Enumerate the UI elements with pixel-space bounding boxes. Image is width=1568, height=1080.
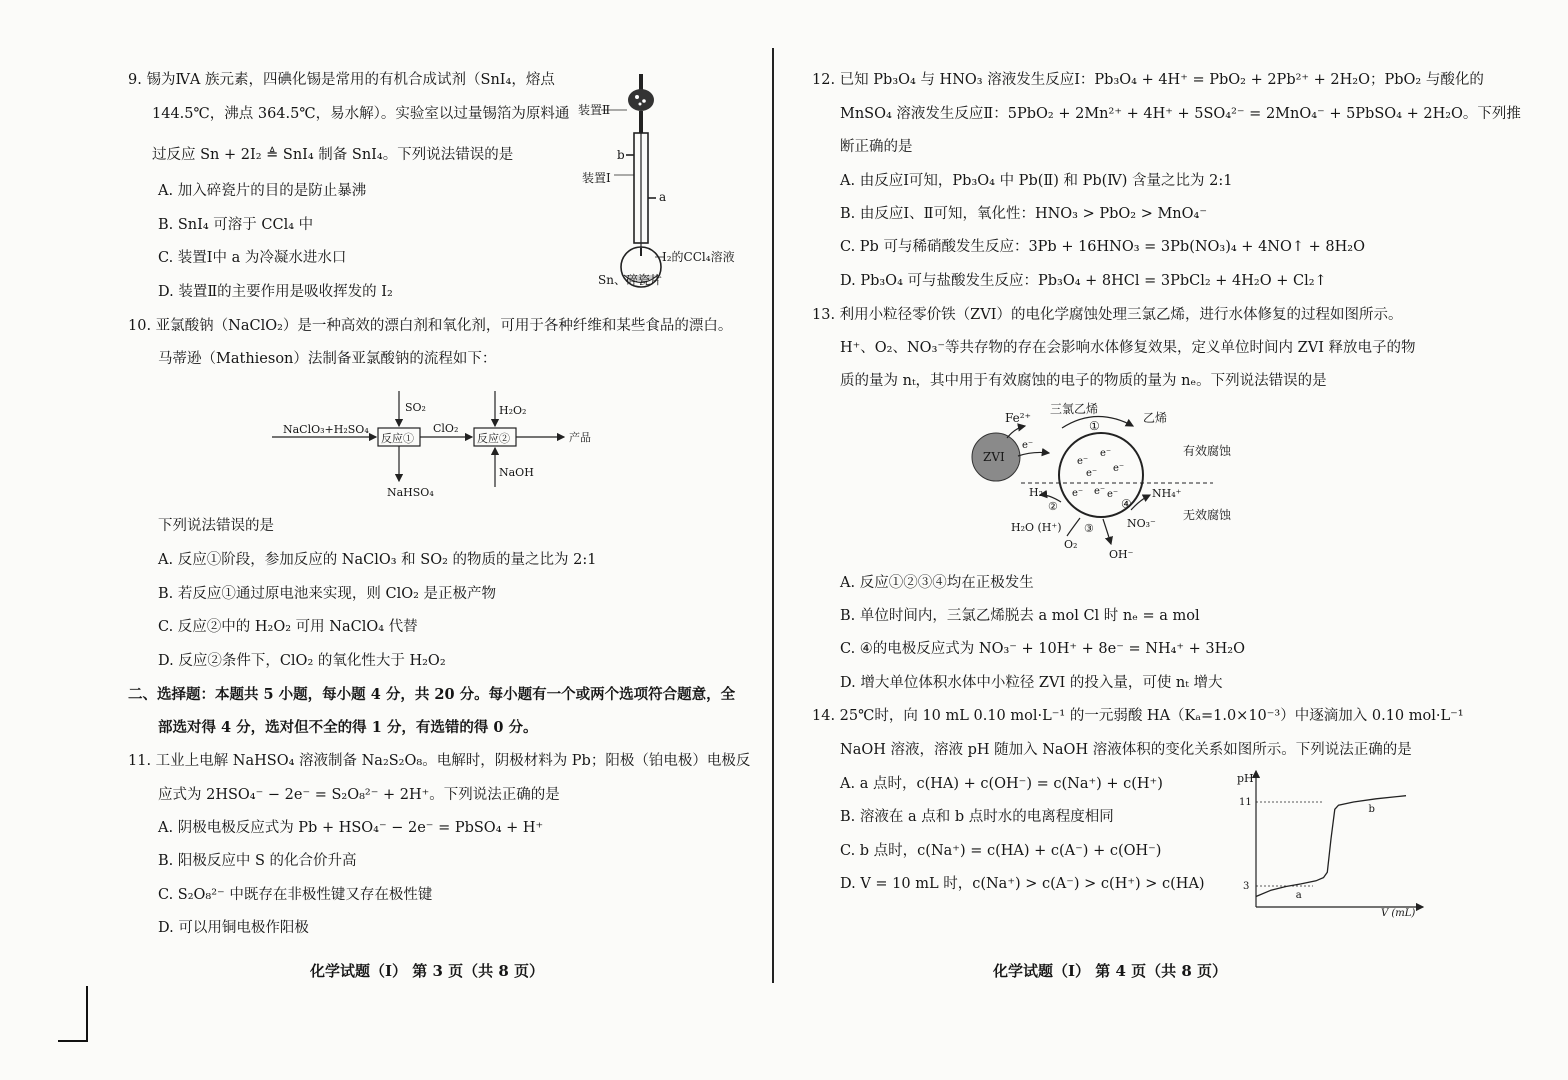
label-effective-corrosion: 有效腐蚀	[1183, 444, 1232, 458]
q10-option-b: B. 若反应①通过原电池来实现，则 ClO₂ 是正极产物	[158, 586, 497, 602]
q14-option-a: A. a 点时，c(HA) + c(OH⁻) = c(Na⁺) + c(H⁺)	[840, 776, 1163, 792]
electron-symbol: e⁻	[1022, 440, 1034, 451]
q9-option-c: C. 装置Ⅰ中 a 为冷凝水进水口	[158, 250, 347, 266]
label-trichloroethylene: 三氯乙烯	[1050, 402, 1099, 416]
label-h2o-h: H₂O (H⁺)	[1011, 521, 1062, 534]
q11-line2: 应式为 2HSO₄⁻ − 2e⁻ = S₂O₈²⁻ + 2H⁺。下列说法正确的是	[158, 787, 560, 803]
section2-heading-line1: 二、选择题：本题共 5 小题，每小题 4 分，共 20 分。每小题有一个或两个选项符合题意，全	[128, 686, 736, 703]
electron-symbol: e⁻	[1113, 463, 1125, 474]
flow-input: NaClO₃+H₂SO₄	[283, 423, 369, 436]
q14-line2: NaOH 溶液，溶液 pH 随加入 NaOH 溶液体积的变化关系如图所示。下列说法正确的是	[840, 742, 1412, 758]
q12-line2: MnSO₄ 溶液发生反应Ⅱ：5PbO₂ + 2Mn²⁺ + 4H⁺ + 5SO₄²⁻ = 2MnO₄⁻ + 5PbSO₄ + 2H₂O。下列推	[840, 106, 1521, 122]
flow-so2: SO₂	[405, 401, 426, 414]
q11-line1: 11. 工业上电解 NaHSO₄ 溶液制备 Na₂S₂O₈。电解时，阴极材料为 Pb；阳极（铂电极）电极反	[128, 753, 751, 769]
label-oh: OH⁻	[1109, 548, 1134, 561]
q13-option-d: D. 增大单位体积水体中小粒径 ZVI 的投入量，可使 nₜ 增大	[840, 675, 1223, 691]
label-h2: H₂	[1029, 486, 1044, 499]
page-divider	[772, 48, 774, 983]
q12-option-c: C. Pb 可与稀硝酸发生反应：3Pb + 16HNO₃ = 3Pb(NO₃)₄ + 4NO↑ + 8H₂O	[840, 239, 1365, 255]
tick-label-3: 3	[1243, 881, 1250, 892]
q13-line1: 13. 利用小粒径零价铁（ZVI）的电化学腐蚀处理三氯乙烯，进行水体修复的过程如图所示。	[812, 307, 1403, 323]
left-page	[0, 0, 770, 1080]
right-footer: 化学试题（Ⅰ） 第 4 页（共 8 页）	[993, 962, 1228, 980]
label-nh4: NH₄⁺	[1152, 487, 1182, 500]
label-sn-porcelain: Sn、碎瓷片	[598, 273, 662, 287]
ph-curve	[1256, 796, 1406, 897]
y-axis-label: pH	[1237, 772, 1254, 785]
q9-option-b: B. SnI₄ 可溶于 CCl₄ 中	[158, 217, 314, 233]
q9-option-d: D. 装置Ⅱ的主要作用是吸收挥发的 I₂	[158, 284, 393, 300]
label-step-1: ①	[1089, 419, 1100, 433]
label-step-4: ④	[1121, 497, 1132, 511]
q13-option-c: C. ④的电极反应式为 NO₃⁻ + 10H⁺ + 8e⁻ = NH₄⁺ + 3H₂O	[840, 641, 1245, 657]
electron-symbol: e⁻	[1100, 448, 1112, 459]
label-device-2: 装置Ⅱ	[578, 103, 611, 117]
q13-zvi-diagram	[963, 396, 1253, 564]
q11-option-d: D. 可以用铜电极作阳极	[158, 920, 309, 936]
q14-option-c: C. b 点时，c(Na⁺) = c(HA) + c(A⁻) + c(OH⁻)	[840, 843, 1162, 859]
q12-option-b: B. 由反应Ⅰ、Ⅱ可知，氧化性：HNO₃ > PbO₂ > MnO₄⁻	[840, 206, 1208, 222]
q11-option-c: C. S₂O₈²⁻ 中既存在非极性键又存在极性键	[158, 887, 433, 903]
electron-symbol: e⁻	[1072, 488, 1084, 499]
q10-option-a: A. 反应①阶段，参加反应的 NaClO₃ 和 SO₂ 的物质的量之比为 2:1	[158, 552, 597, 568]
label-i2-solution: I₂的CCl₄溶液	[662, 250, 735, 264]
crop-mark	[58, 986, 88, 1042]
label-step-3: ③	[1084, 522, 1094, 535]
q9-option-a: A. 加入碎瓷片的目的是防止暴沸	[158, 183, 367, 199]
label-o2: O₂	[1064, 538, 1078, 551]
q11-option-b: B. 阳极反应中 S 的化合价升高	[158, 853, 357, 869]
label-no3: NO₃⁻	[1127, 517, 1156, 530]
section2-heading-line2: 部选对得 4 分，选对但不全的得 1 分，有选错的得 0 分。	[158, 719, 538, 736]
q12-option-a: A. 由反应Ⅰ可知，Pb₃O₄ 中 Pb(Ⅱ) 和 Pb(Ⅳ) 含量之比为 2:1	[840, 173, 1233, 189]
q10-line2: 马蒂逊（Mathieson）法制备亚氯酸钠的流程如下：	[158, 351, 497, 367]
electron-symbol: e⁻	[1107, 489, 1119, 500]
q13-option-b: B. 单位时间内，三氯乙烯脱去 a mol Cl 时 nₑ = a mol	[840, 608, 1200, 624]
x-axis-label: V (mL)	[1381, 908, 1416, 919]
q10-option-c: C. 反应②中的 H₂O₂ 可用 NaClO₄ 代替	[158, 619, 418, 635]
flow-reaction-1: 反应①	[381, 432, 414, 445]
label-a: a	[659, 190, 667, 204]
q12-option-d: D. Pb₃O₄ 可与盐酸发生反应：Pb₃O₄ + 8HCl = 3PbCl₂ + 4H₂O + Cl₂↑	[840, 273, 1327, 289]
label-zvi: ZVI	[983, 450, 1005, 464]
label-fe2: Fe²⁺	[1005, 411, 1031, 425]
q13-line2: H⁺、O₂、NO₃⁻等共存物的存在会影响水体修复效果，定义单位时间内 ZVI 释放电子的物	[840, 340, 1416, 356]
q14-ph-chart	[1233, 765, 1433, 920]
q11-option-a: A. 阴极电极反应式为 Pb + HSO₄⁻ − 2e⁻ = PbSO₄ + H⁺	[158, 820, 544, 836]
tick-label-11: 11	[1239, 797, 1252, 808]
electron-symbol: e⁻	[1094, 486, 1106, 497]
label-b: b	[617, 148, 625, 162]
left-footer: 化学试题（Ⅰ） 第 3 页（共 8 页）	[310, 962, 545, 980]
flow-product: 产品	[569, 431, 591, 444]
q14-option-b: B. 溶液在 a 点和 b 点时水的电离程度相同	[840, 809, 1114, 825]
q10-flow-diagram	[270, 385, 610, 505]
electron-symbol: e⁻	[1077, 456, 1089, 467]
electron-symbol: e⁻	[1086, 468, 1098, 479]
flow-nahso4: NaHSO₄	[387, 486, 434, 499]
flow-reaction-2: 反应②	[477, 432, 510, 445]
label-step-2: ②	[1048, 500, 1058, 513]
point-b-label: b	[1368, 803, 1375, 815]
label-ineffective-corrosion: 无效腐蚀	[1183, 508, 1232, 522]
label-device-1: 装置Ⅰ	[582, 171, 611, 185]
point-a-label: a	[1295, 890, 1302, 901]
q12-line3: 断正确的是	[840, 139, 913, 155]
q9-line3: 过反应 Sn + 2I₂ ≜ SnI₄ 制备 SnI₄。下列说法错误的是	[152, 147, 514, 163]
q10-stem: 下列说法错误的是	[158, 518, 274, 534]
q13-line3: 质的量为 nₜ，其中用于有效腐蚀的电子的物质的量为 nₑ。下列说法错误的是	[840, 373, 1327, 389]
q14-option-d: D. V = 10 mL 时，c(Na⁺) > c(A⁻) > c(H⁺) > c(HA)	[840, 876, 1205, 892]
q14-line1: 14. 25℃时，向 10 mL 0.10 mol·L⁻¹ 的一元弱酸 HA（Kₐ=1.0×10⁻³）中逐滴加入 0.10 mol·L⁻¹	[812, 708, 1464, 724]
right-page	[778, 0, 1568, 1080]
q9-line2: 144.5℃，沸点 364.5℃，易水解）。实验室以过量锡箔为原料通	[152, 106, 570, 122]
flow-h2o2: H₂O₂	[499, 404, 527, 417]
q10-option-d: D. 反应②条件下，ClO₂ 的氧化性大于 H₂O₂	[158, 653, 446, 669]
q9-line1: 9. 锡为ⅣA 族元素，四碘化锡是常用的有机合成试剂（SnI₄，熔点	[128, 72, 555, 88]
drying-bulb-icon	[628, 89, 654, 111]
q13-option-a: A. 反应①②③④均在正极发生	[840, 575, 1034, 591]
flow-naoh: NaOH	[499, 466, 534, 479]
flow-clo2: ClO₂	[433, 422, 459, 435]
q9-apparatus-figure	[570, 70, 750, 295]
q12-line1: 12. 已知 Pb₃O₄ 与 HNO₃ 溶液发生反应Ⅰ：Pb₃O₄ + 4H⁺ = PbO₂ + 2Pb²⁺ + 2H₂O；PbO₂ 与酸化的	[812, 72, 1484, 88]
q10-line1: 10. 亚氯酸钠（NaClO₂）是一种高效的漂白剂和氧化剂，可用于各种纤维和某些食品的漂白。	[128, 318, 733, 334]
label-ethylene: 乙烯	[1143, 411, 1168, 425]
